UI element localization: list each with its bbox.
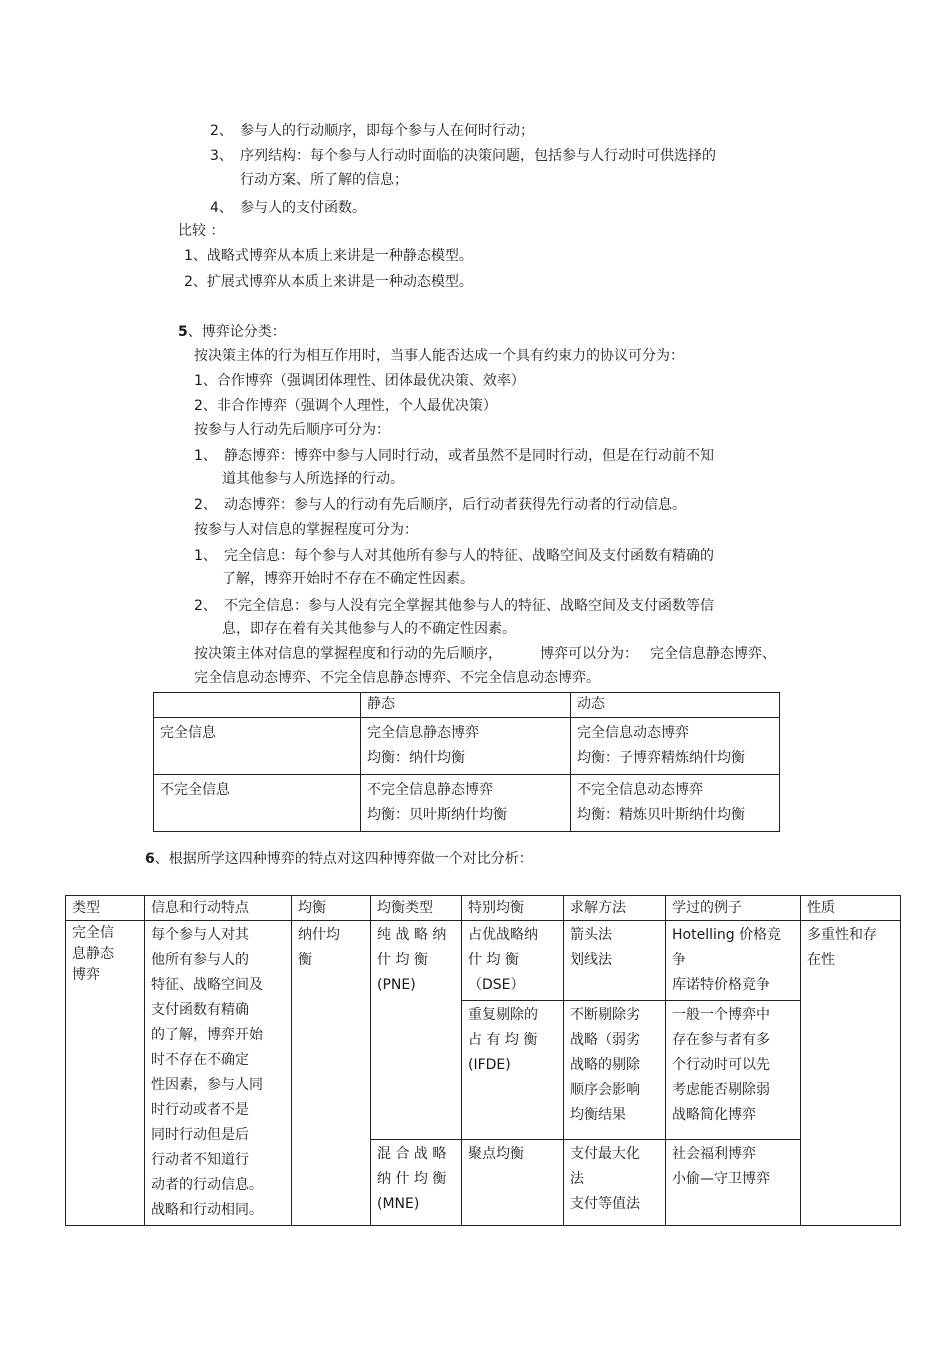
comparison-header: 均衡类型 bbox=[371, 896, 462, 921]
order-item-1: 1、 静态博弈：博弈中参与人同时行动，或者虽然不是同时行动，但是在行动前不知 bbox=[194, 448, 714, 464]
classification-row-incomplete bbox=[154, 775, 780, 832]
classification-cell: 不完全信息动态博弈 均衡：精炼贝叶斯纳什均衡 bbox=[571, 775, 780, 832]
comparison-row-1 bbox=[66, 921, 901, 1001]
section6-heading: 6、根据所学这四种博弈的特点对这四种博弈做一个对比分析： bbox=[145, 851, 533, 867]
comparison-table bbox=[65, 895, 901, 1226]
classification-table bbox=[153, 692, 780, 832]
method-cell: 支付最大化 法 支付等值法 bbox=[564, 1140, 666, 1226]
section5-summary-line2: 完全信息动态博弈、不完全信息静态博弈、不完全信息动态博弈。 bbox=[194, 670, 600, 686]
equilibrium-cell: 纳什均 衡 bbox=[292, 921, 371, 1226]
element-item-3-cont: 行动方案、所了解的信息； bbox=[240, 172, 408, 188]
method-cell: 不断剔除劣 战略（弱劣 战略的剔除 顺序会影响 均衡结果 bbox=[564, 1001, 666, 1140]
classification-header-dynamic: 动态 bbox=[571, 693, 780, 718]
section5-intro2: 按参与人行动先后顺序可分为： bbox=[194, 422, 390, 438]
eq-type-pure-cell: 纯 战 略 纳 什 均 衡 (PNE) bbox=[371, 921, 462, 1140]
comparison-header: 信息和行动特点 bbox=[145, 896, 292, 921]
comparison-header: 特别均衡 bbox=[462, 896, 564, 921]
section5-heading: 5、博弈论分类： bbox=[178, 324, 286, 340]
eq-type-mixed-cell: 混 合 战 略 纳 什 均 衡 (MNE) bbox=[371, 1140, 462, 1226]
classification-cell: 不完全信息静态博弈 均衡：贝叶斯纳什均衡 bbox=[361, 775, 571, 832]
comparison-header: 求解方法 bbox=[564, 896, 666, 921]
info-item-2-cont: 息，即存在着有关其他参与人的不确定性因素。 bbox=[222, 621, 516, 637]
comparison-header: 学过的例子 bbox=[666, 896, 801, 921]
element-item-2: 2、 参与人的行动顺序，即每个参与人在何时行动； bbox=[210, 123, 534, 139]
compare-label: 比较 ： bbox=[178, 223, 225, 239]
example-cell: 社会福利博弈 小偷—守卫博弈 bbox=[666, 1140, 801, 1226]
example-cell: Hotelling 价格竞 争 库诺特价格竞争 bbox=[666, 921, 801, 1001]
classification-header-static: 静态 bbox=[361, 693, 571, 718]
special-eq-cell: 聚点均衡 bbox=[462, 1140, 564, 1226]
section5-summary: 按决策主体对信息的掌握程度和行动的先后顺序， 博弈可以分为： 完全信息静态博弈、 bbox=[194, 646, 776, 662]
example-cell: 一般一个博弈中 存在参与者有多 个行动时可以先 考虑能否剔除弱 战略简化博弈 bbox=[666, 1001, 801, 1140]
special-eq-cell: 重复剔除的 占 有 均 衡 (IFDE) bbox=[462, 1001, 564, 1140]
section5-intro3: 按参与人对信息的掌握程度可分为： bbox=[194, 522, 418, 538]
compare-item-2: 2、扩展式博弈从本质上来讲是一种动态模型。 bbox=[184, 274, 473, 290]
comparison-header: 均衡 bbox=[292, 896, 371, 921]
classification-row-label: 完全信息 bbox=[154, 718, 361, 775]
element-item-3: 3、 序列结构：每个参与人行动时面临的决策问题，包括参与人行动时可供选择的 bbox=[210, 148, 716, 164]
classification-cell: 完全信息动态博弈 均衡：子博弈精炼纳什均衡 bbox=[571, 718, 780, 775]
classification-row-label: 不完全信息 bbox=[154, 775, 361, 832]
special-eq-cell: 占优战略纳 什 均 衡 （DSE） bbox=[462, 921, 564, 1001]
section5-coop1: 1、合作博弈（强调团体理性、团体最优决策、效率） bbox=[194, 373, 525, 389]
classification-header-empty bbox=[154, 693, 361, 718]
classification-header-row bbox=[154, 693, 780, 718]
element-item-4: 4、 参与人的支付函数。 bbox=[210, 200, 366, 216]
comparison-header: 性质 bbox=[801, 896, 901, 921]
method-cell: 箭头法 划线法 bbox=[564, 921, 666, 1001]
order-item-2: 2、 动态博弈：参与人的行动有先后顺序，后行动者获得先行动者的行动信息。 bbox=[194, 497, 686, 513]
game-type-cell: 完全信 息静态 博弈 bbox=[66, 921, 145, 1226]
classification-cell: 完全信息静态博弈 均衡：纳什均衡 bbox=[361, 718, 571, 775]
info-item-1: 1、 完全信息：每个参与人对其他所有参与人的特征、战略空间及支付函数有精确的 bbox=[194, 548, 714, 564]
comparison-header: 类型 bbox=[66, 896, 145, 921]
property-cell: 多重性和存 在性 bbox=[801, 921, 901, 1226]
features-cell: 每个参与人对其 他所有参与人的 特征、战略空间及 支付函数有精确 的了解，博弈开始 时不存在不确定 性因素，参与人同 时行动或者不是 同时行动但是后 行动者不知道行 动者的行动信息。 战略和行动相同。 bbox=[145, 921, 292, 1226]
comparison-header-row bbox=[66, 896, 901, 921]
info-item-1-cont: 了解，博弈开始时不存在不确定性因素。 bbox=[222, 571, 474, 587]
order-item-1-cont: 道其他参与人所选择的行动。 bbox=[222, 471, 404, 487]
section5-coop2: 2、非合作博弈（强调个人理性，个人最优决策） bbox=[194, 398, 497, 414]
section5-intro1: 按决策主体的行为相互作用时，当事人能否达成一个具有约束力的协议可分为： bbox=[194, 348, 684, 364]
classification-row-complete bbox=[154, 718, 780, 775]
compare-item-1: 1、战略式博弈从本质上来讲是一种静态模型。 bbox=[184, 248, 473, 264]
info-item-2: 2、 不完全信息：参与人没有完全掌握其他参与人的特征、战略空间及支付函数等信 bbox=[194, 598, 714, 614]
